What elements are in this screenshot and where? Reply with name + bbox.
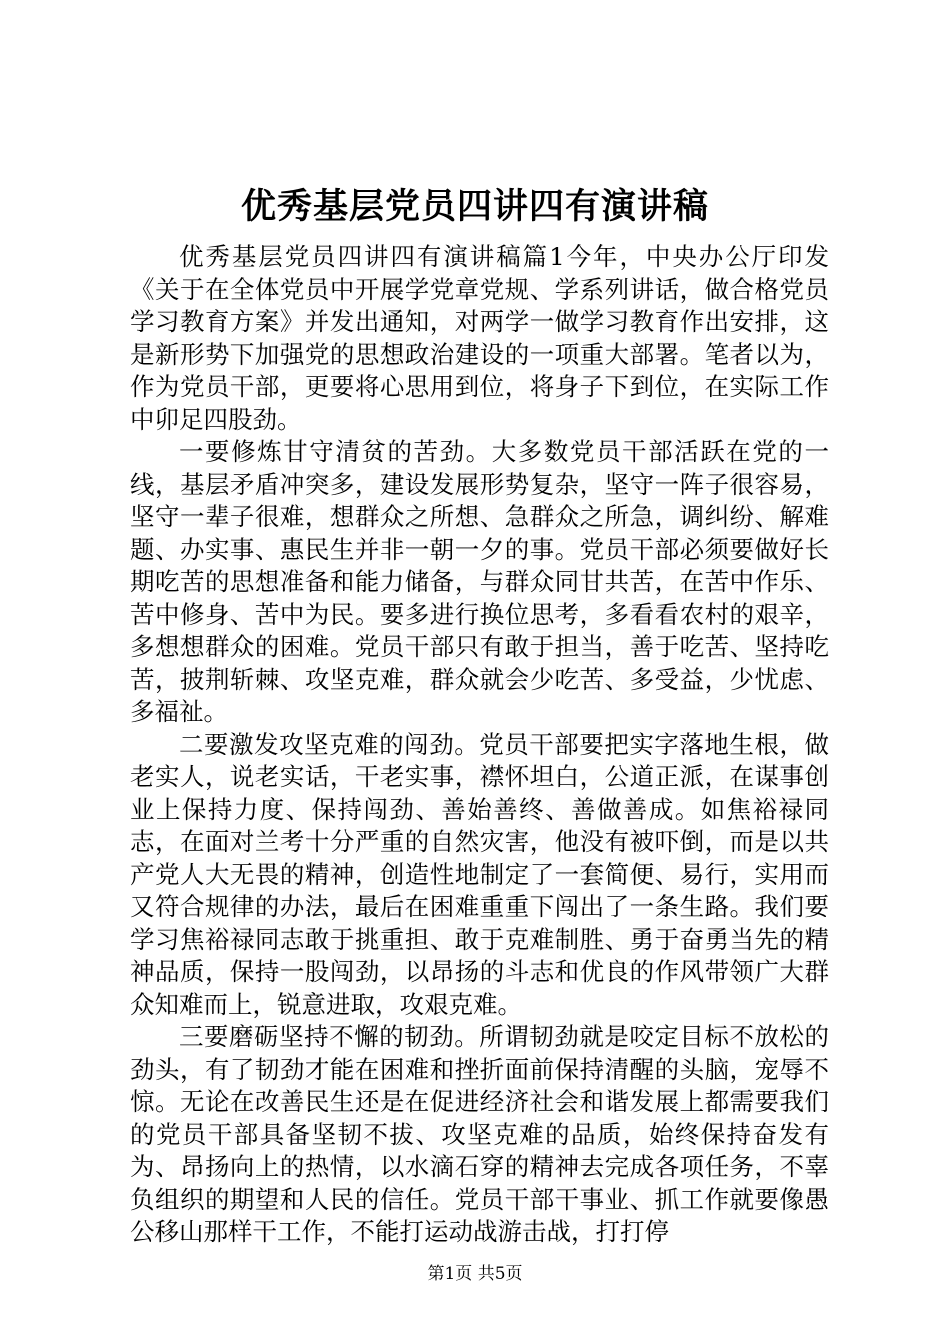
paragraph-point-one: 一要修炼甘守清贫的苦劲。大多数党员干部活跃在党的一线，基层矛盾冲突多，建设发展形势复杂，坚守一阵子很容易，坚守一辈子很难，想群众之所想、急群众之所急，调纠纷、解难题、办实事、惠民生并非一朝一夕的事。党员干部必须要做好长期吃苦的思想准备和能力储备，与群众同甘共苦，在苦中作乐、苦中修身、苦中为民。要多进行换位思考，多看看农村的艰辛，多想想群众的困难。党员干部只有敢于担当，善于吃苦、坚持吃苦，披荆斩棘、攻坚克难，群众就会少吃苦、多受益，少忧虑、多福祉。 xyxy=(130,437,829,726)
paragraph-point-three: 三要磨砺坚持不懈的韧劲。所谓韧劲就是咬定目标不放松的劲头，有了韧劲才能在困难和挫折面前保持清醒的头脑，宠辱不惊。无论在改善民生还是在促进经济社会和谐发展上都需要我们的党员干部具备坚韧不拔、攻坚克难的品质，始终保持奋发有为、昂扬向上的热情，以水滴石穿的精神去完成各项任务，不辜负组织的期望和人民的信任。党员干部干事业、抓工作就要像愚公移山那样干工作，不能打运动战游击战，打打停 xyxy=(130,1022,829,1246)
document-title: 优秀基层党员四讲四有演讲稿 xyxy=(240,186,709,227)
page-number-footer: 第1页 共5页 xyxy=(427,1264,523,1284)
document-body xyxy=(130,241,829,1249)
paragraph-intro: 优秀基层党员四讲四有演讲稿篇1今年，中央办公厅印发《关于在全体党员中开展学党章党规、学系列讲话，做合格党员学习教育方案》并发出通知，对两学一做学习教育作出安排，这是新形势下加强党的思想政治建设的一项重大部署。笔者以为，作为党员干部，更要将心思用到位，将身子下到位，在实际工作中卯足四股劲。 xyxy=(130,242,829,434)
paragraph-point-two: 二要激发攻坚克难的闯劲。党员干部要把实字落地生根，做老实人，说老实话，干老实事，襟怀坦白，公道正派，在谋事创业上保持力度、保持闯劲、善始善终、善做善成。如焦裕禄同志，在面对兰考十分严重的自然灾害，他没有被吓倒，而是以共产党人大无畏的精神，创造性地制定了一套简便、易行，实用而又符合规律的办法，最后在困难重重下闯出了一条生路。我们要学习焦裕禄同志敢于挑重担、敢于克难制胜、勇于奋勇当先的精神品质，保持一股闯劲，以昂扬的斗志和优良的作风带领广大群众知难而上，锐意进取，攻艰克难。 xyxy=(130,729,829,1019)
